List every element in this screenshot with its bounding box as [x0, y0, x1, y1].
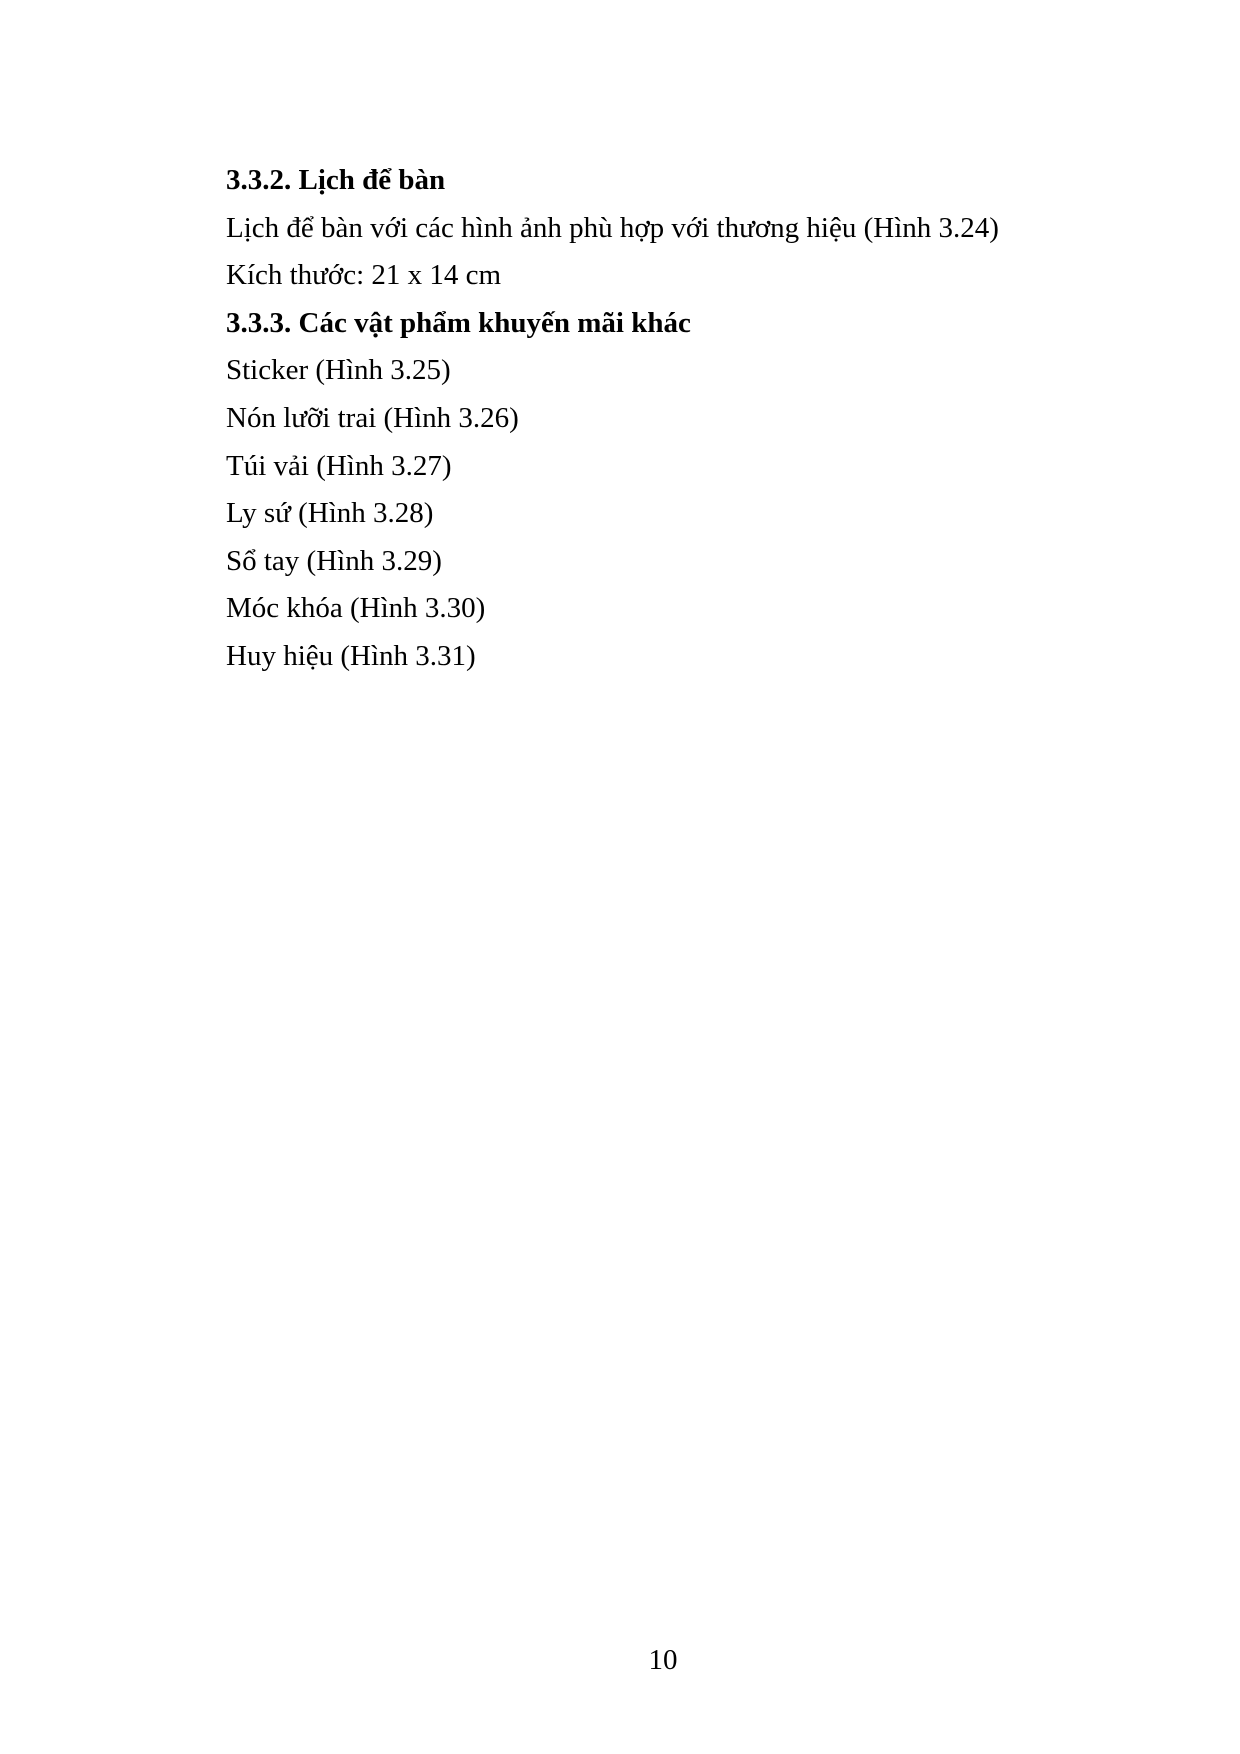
document-body	[226, 157, 1106, 681]
paragraph-line: Túi vải (Hình 3.27)	[226, 449, 452, 482]
paragraph-line: Huy hiệu (Hình 3.31)	[226, 639, 476, 672]
paragraph-line: Kích thước: 21 x 14 cm	[226, 259, 502, 292]
paragraph-line: Ly sứ (Hình 3.28)	[226, 497, 434, 530]
page-number: 10	[648, 1644, 678, 1676]
paragraph-line: Nón lưỡi trai (Hình 3.26)	[226, 401, 519, 434]
section-heading: 3.3.3. Các vật phẩm khuyến mãi khác	[226, 306, 691, 339]
paragraph-line: Sổ tay (Hình 3.29)	[226, 544, 442, 577]
paragraph-line: Lịch để bàn với các hình ảnh phù hợp với thương hiệu (Hình 3.24)	[226, 211, 999, 244]
paragraph-line: Móc khóa (Hình 3.30)	[226, 592, 486, 625]
paragraph-line: Sticker (Hình 3.25)	[226, 354, 451, 387]
section-heading: 3.3.2. Lịch để bàn	[226, 164, 446, 196]
